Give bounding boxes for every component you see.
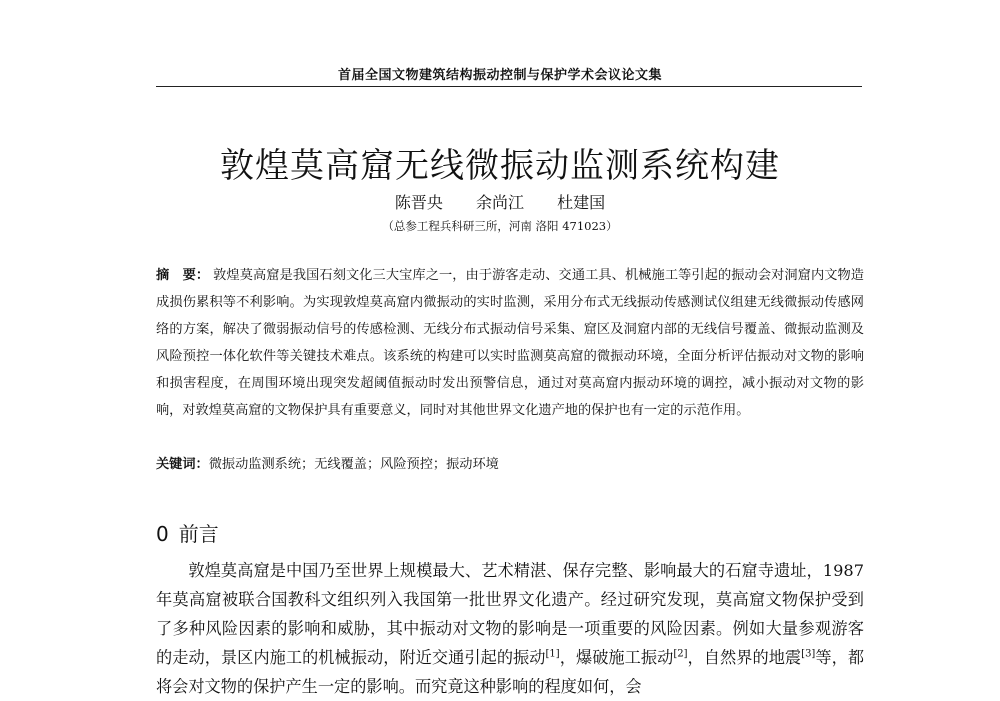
- section-heading: [156, 518, 219, 547]
- body-text-part: 等，都将会对文物的保护产生一定的影响。而究竟这种影响的程度如何，会: [156, 648, 865, 696]
- body-text-part: ，爆破施工振动: [559, 648, 674, 667]
- citation-ref: [2]: [673, 648, 688, 660]
- body-paragraph: [156, 556, 864, 701]
- author-name: 陈晋央: [394, 193, 443, 212]
- author-name: 杜建国: [557, 193, 606, 212]
- body-text-part: 敦煌莫高窟是中国乃至世界上规模最大、艺术精湛、保存完整、影响最大的石窟寺遗址，1987年莫高窟被联合国教科文组织列入我国第一批世界文化遗产。经过研究发现，莫高窟文物保护受到了多种风险因素的影响和威胁，其中振动对文物的影响是一项重要的风险因素。例如大量参观游客的走动，景区内施工的机械振动，附近交通引起的振动: [156, 561, 864, 667]
- author-list: [0, 190, 1000, 213]
- citation-ref: [1]: [545, 648, 560, 660]
- keywords: [156, 453, 864, 472]
- author-name: 余尚江: [475, 193, 524, 212]
- keywords-text: 微振动监测系统；无线覆盖；风险预控；振动环境: [208, 457, 499, 472]
- paper-title: 敦煌莫高窟无线微振动监测系统构建: [220, 146, 780, 186]
- abstract-label: 摘 要：: [156, 268, 210, 283]
- section-number: 0: [156, 522, 169, 546]
- body-text-part: ，自然界的地震: [687, 648, 802, 667]
- header-rule: [156, 86, 862, 87]
- citation-ref: [3]: [801, 648, 816, 660]
- affiliation: （总参工程兵科研三所，河南 洛阳 471023）: [382, 219, 618, 233]
- abstract-text: 敦煌莫高窟是我国石刻文化三大宝库之一，由于游客走动、交通工具、机械施工等引起的振动会对洞窟内文物造成损伤累积等不利影响。为实现敦煌莫高窟内微振动的实时监测，采用分布式无线振动传感测试仪组建无线微振动传感网络的方案，解决了微弱振动信号的传感检测、无线分布式振动信号采集、窟区及洞窟内部的无线信号覆盖、微振动监测及风险预控一体化软件等关键技术难点。该系统的构建可以实时监测莫高窟的微振动环境，全面分析评估振动对文物的影响和损害程度，在周围环境出现突发超阈值振动时发出预警信息，通过对莫高窟内振动环境的调控，减小振动对文物的影响，对敦煌莫高窟的文物保护具有重要意义，同时对其他世界文化遗产地的保护也有一定的示范作用。: [156, 268, 864, 418]
- keywords-label: 关键词：: [156, 457, 209, 472]
- running-head: 首届全国文物建筑结构振动控制与保护学术会议论文集: [337, 68, 662, 83]
- section-title: 前言: [178, 522, 219, 546]
- abstract: [156, 262, 864, 424]
